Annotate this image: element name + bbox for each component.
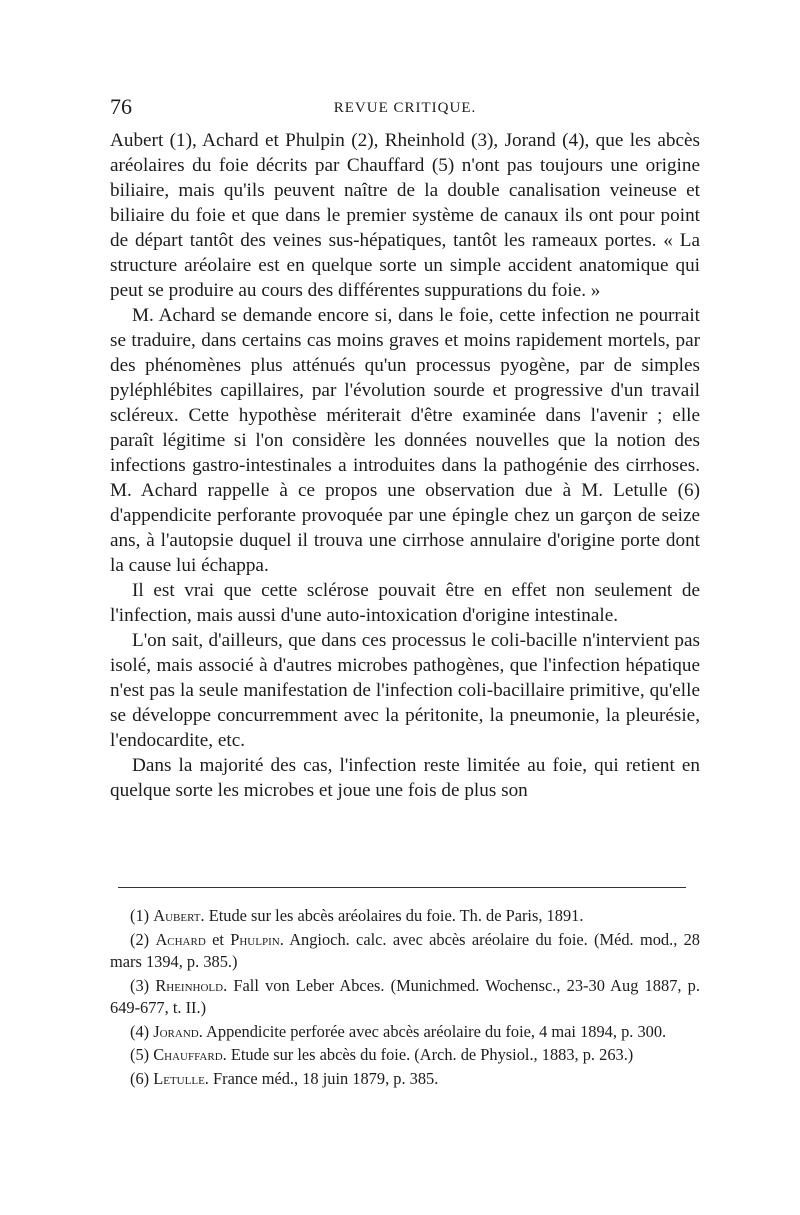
- footnote-text: Etude sur les abcès aréolaires du foie. Th. de Paris, 1891.: [208, 906, 584, 925]
- footnote-text: Etude sur les abcès du foie. (Arch. de Physiol., 1883, p. 263.): [230, 1045, 634, 1064]
- footnote-marker: (4): [130, 1021, 150, 1041]
- footnote-text: France méd., 18 juin 1879, p. 385.: [213, 1068, 439, 1088]
- page-header: [110, 94, 700, 120]
- paragraph: Aubert (1), Achard et Phulpin (2), Rheinhold (3), Jorand (4), que les abcès aréolaires du foie décrits par Chauffard (5) n'ont pas toujours une origine biliaire, mais qu'ils peuvent naître de la double canalisation veineuse et biliaire du foie et que dans le premier système de canaux ils ont pour point de départ tantôt des veines sus-hépatiques, tantôt les rameaux portes. « La structure aréolaire est en quelque sorte un simple accident anatomique qui peut se produire au cours des différentes suppurations du foie. »: [110, 130, 700, 301]
- footnote-author: Chauffard.: [153, 1045, 227, 1064]
- footnote: [110, 905, 700, 928]
- footnote-author: Phulpin.: [230, 929, 284, 949]
- footnote-marker: (3): [130, 975, 150, 995]
- footnote-author: Rheinhold.: [155, 975, 228, 995]
- footnote-marker: (2): [130, 929, 150, 949]
- footnote-author: Aubert.: [153, 906, 205, 925]
- footnote: [110, 1068, 700, 1091]
- footnote-author: Achard: [155, 929, 206, 949]
- footnote: [110, 929, 700, 974]
- footnote-text: Angioch. calc. avec abcès aréolaire du foie. (Méd. mod., 28 mars 1394, p. 385.): [110, 929, 700, 971]
- footnote-author: Jorand.: [153, 1021, 203, 1041]
- footnote-author: Letulle.: [153, 1068, 209, 1088]
- footnote-marker: (1): [130, 906, 150, 925]
- running-title: REVUE CRITIQUE.: [333, 100, 477, 116]
- footnote-divider: [118, 887, 686, 888]
- footnote: [110, 1021, 700, 1044]
- footnotes: [110, 905, 700, 1091]
- paragraph: M. Achard se demande encore si, dans le foie, cette infection ne pourrait se traduire, dans certains cas moins graves et moins rapidement mortels, par des phénomènes plus atténués qu'un processus pyogène, par de simples pyléphlébites capillaires, par l'évolution sourde et progressive d'un travail scléreux. Cette hypothèse mériterait d'être examinée dans l'avenir ; elle paraît légitime si l'on considère les données nouvelles que la notion des infections gastro-intestinales a introduites dans la pathogénie des cirrhoses. M. Achard rappelle à ce propos une observation due à M. Letulle (6) d'appendicite perforante provoquée par une épingle chez un garçon de seize ans, à l'autopsie duquel il trouva une cirrhose annulaire d'origine porte dont la cause lui échappa.: [110, 305, 700, 576]
- paragraph: Il est vrai que cette sclérose pouvait être en effet non seulement de l'infection, mais aussi d'une auto-intoxication d'origine intestinale.: [110, 580, 700, 626]
- footnote: [110, 1044, 700, 1067]
- footnote-text: Appendicite perforée avec abcès aréolaire du foie, 4 mai 1894, p. 300.: [206, 1021, 667, 1041]
- body-text: [110, 128, 700, 803]
- footnote-conjunction: et: [212, 929, 224, 949]
- footnote-marker: (6): [130, 1068, 150, 1088]
- footnote: [110, 975, 700, 1020]
- paragraph: Dans la majorité des cas, l'infection reste limitée au foie, qui retient en quelque sorte les microbes et joue une fois de plus son: [110, 755, 700, 801]
- footnote-marker: (5): [130, 1045, 150, 1064]
- footnote-text: Fall von Leber Abces. (Munichmed. Wochensc., 23-30 Aug 1887, p. 649-677, t. II.): [110, 975, 700, 1017]
- page-number: 76: [110, 94, 132, 119]
- paragraph: L'on sait, d'ailleurs, que dans ces processus le coli-bacille n'intervient pas isolé, mais associé à d'autres microbes pathogènes, que l'infection hépatique n'est pas la seule manifestation de l'infection coli-bacillaire primitive, qu'elle se développe concurremment avec la péritonite, la pneumonie, la pleurésie, l'endocardite, etc.: [110, 630, 700, 751]
